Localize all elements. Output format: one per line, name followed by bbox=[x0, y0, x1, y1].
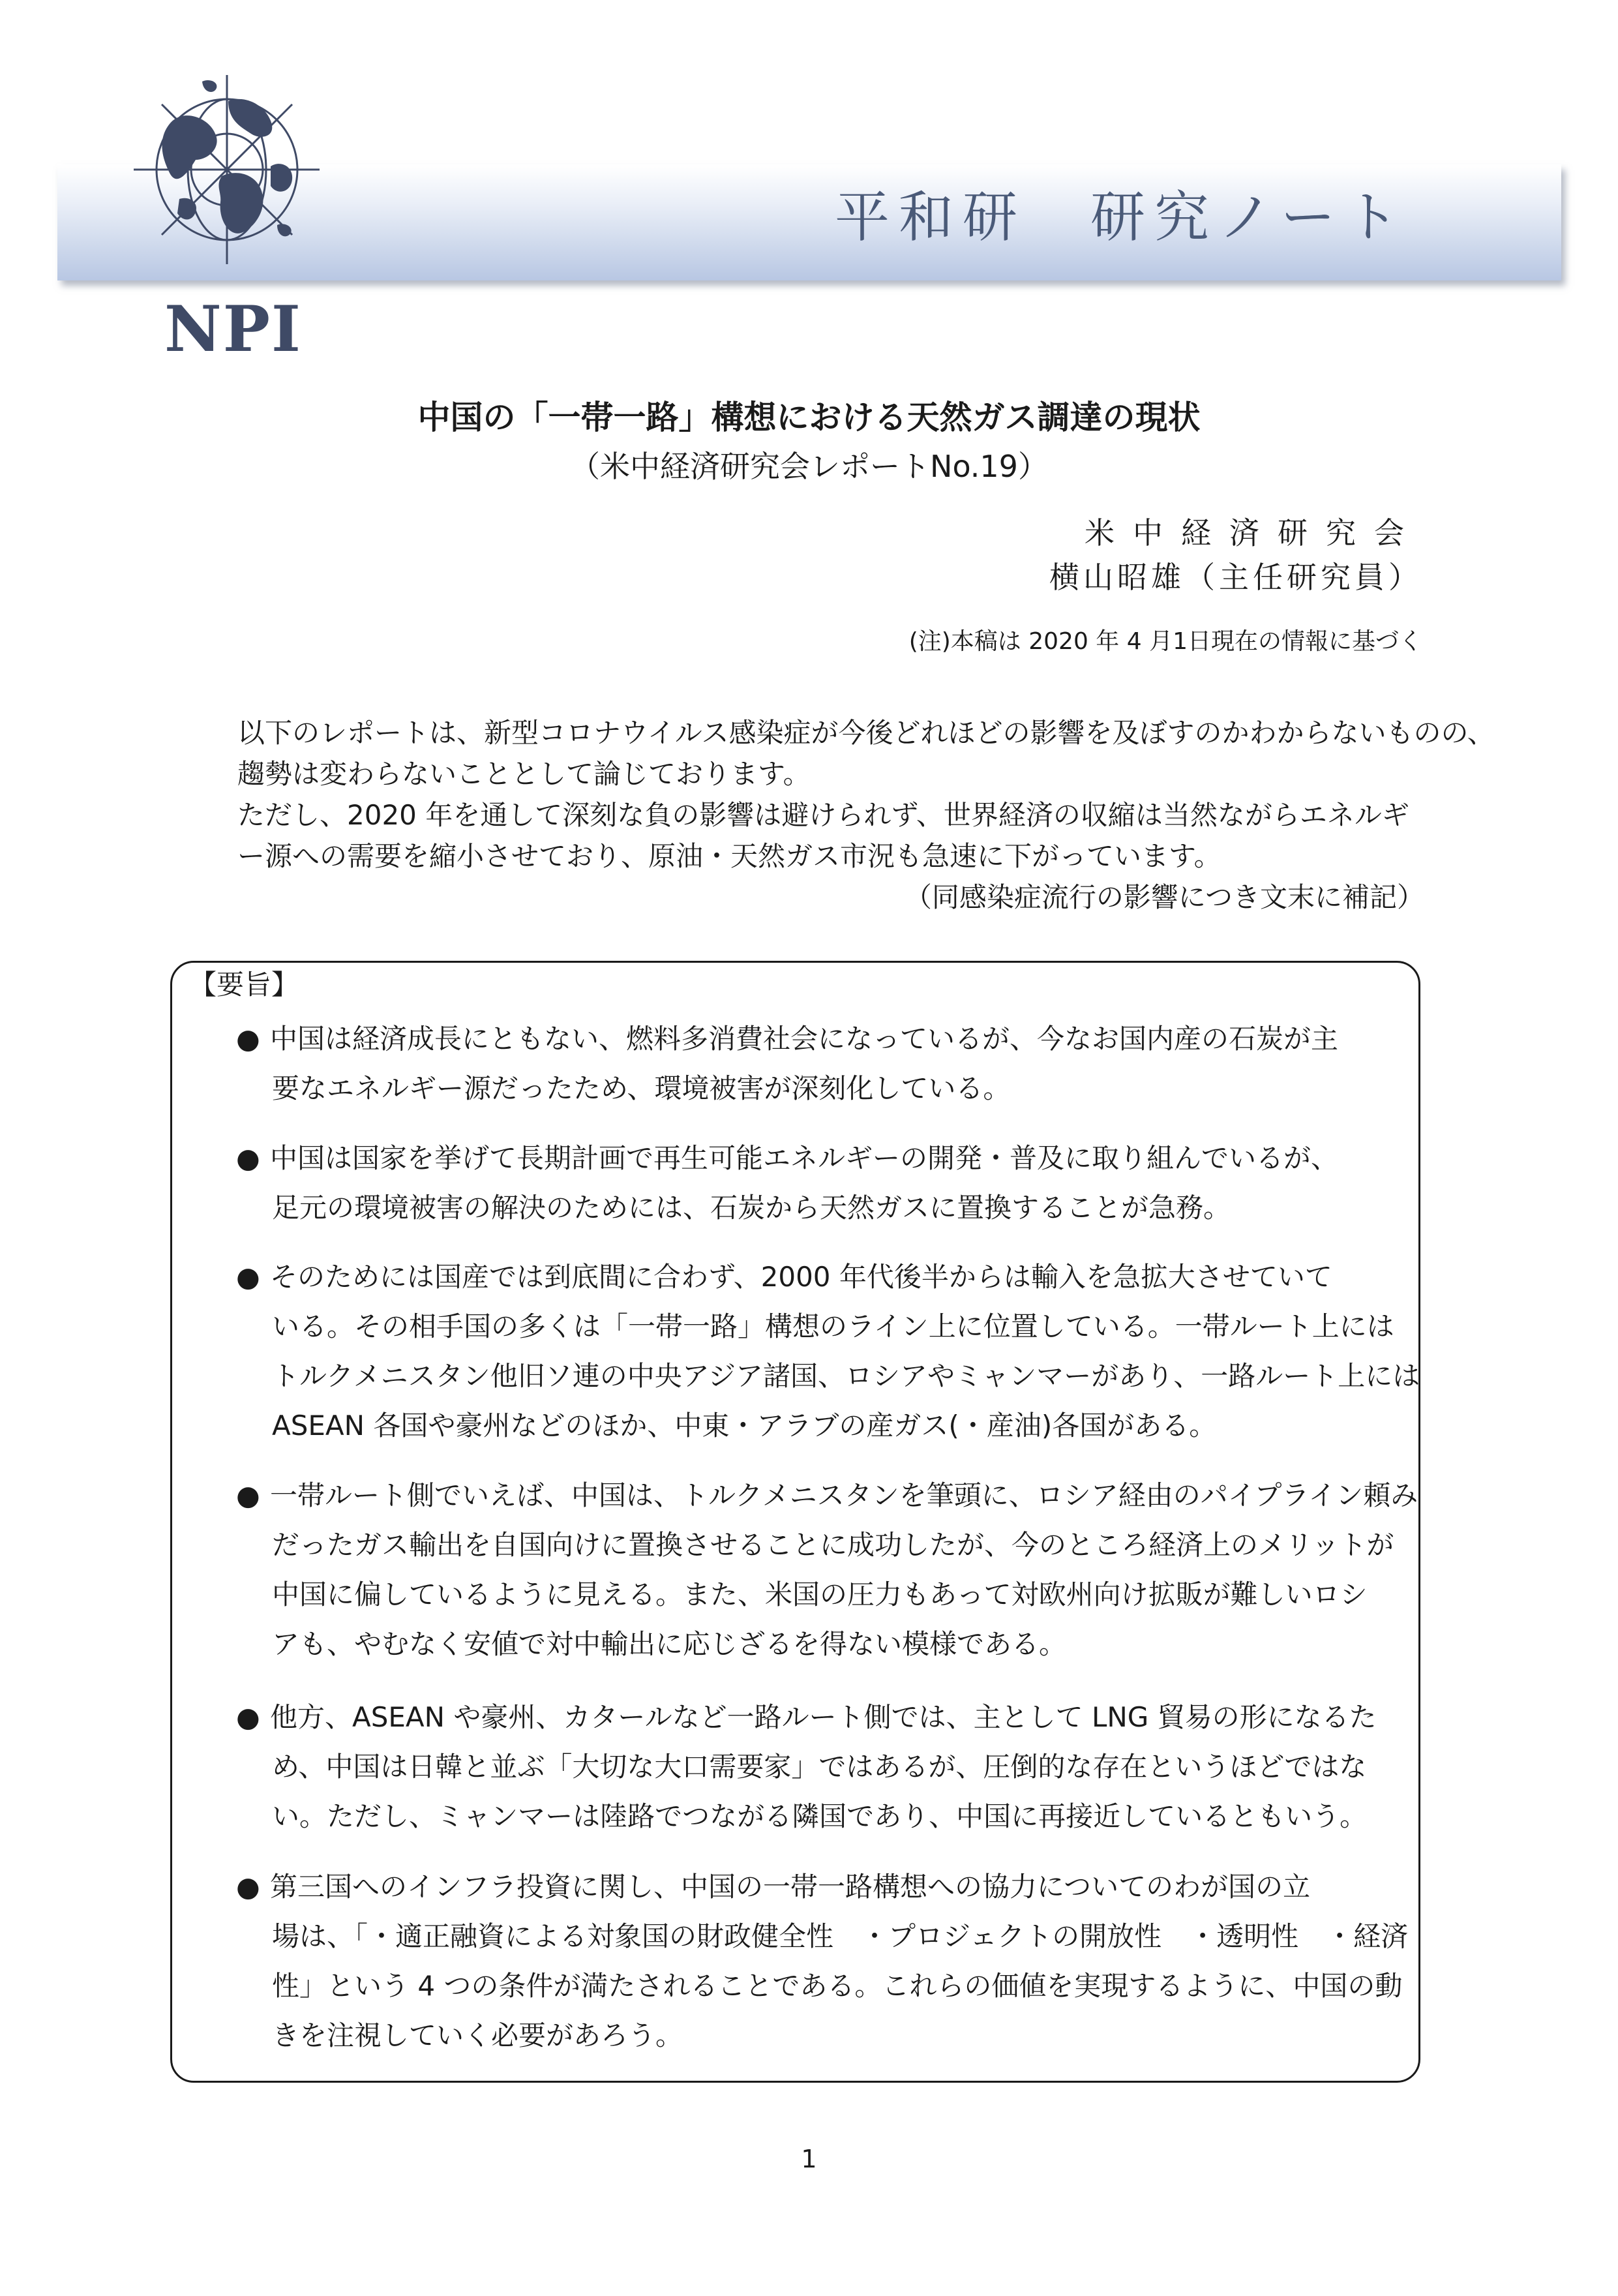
bullet-line: トルクメニスタン他旧ソ連の中央アジア諸国、ロシアやミャンマーがあり、一路ルート上には bbox=[272, 1360, 1420, 1392]
bullet-line bbox=[236, 1693, 1410, 1742]
summary-bullet bbox=[236, 1134, 1410, 1233]
globe-map-icon bbox=[130, 62, 320, 277]
bullet-text: 他方、ASEAN や豪州、カタールなど一路ルート側では、主として LNG 貿易の形になるた bbox=[270, 1701, 1377, 1733]
bullet-line bbox=[236, 1471, 1418, 1520]
bullet-mark: ● bbox=[236, 1701, 260, 1733]
header-title: 平和研 研究ノート bbox=[835, 185, 1409, 249]
intro-line: ただし、2020 年を通して深刻な負の影響は避けられず、世界経済の収縮は当然ながらエネルギ bbox=[237, 799, 1409, 831]
bullet-line: アも、やむなく安値で対中輸出に応じざるを得ない模様である。 bbox=[272, 1628, 1067, 1660]
intro-line: ー源への需要を縮小させており、原油・天然ガス市況も急速に下がっています。 bbox=[237, 840, 1221, 872]
summary-bullet bbox=[236, 1471, 1418, 1669]
bullet-mark: ● bbox=[236, 1479, 260, 1511]
summary-bullet bbox=[236, 1862, 1410, 2061]
bullet-mark: ● bbox=[236, 1871, 260, 1903]
intro-paragraph bbox=[237, 712, 1495, 918]
document-subtitle: （米中経済研究会レポートNo.19） bbox=[570, 449, 1048, 484]
author-organization: 米中経済研究会 bbox=[1085, 515, 1422, 551]
intro-closing: （同感染症流行の影響につき文末に補記） bbox=[904, 881, 1424, 913]
bullet-text: 第三国へのインフラ投資に関し、中国の一帯一路構想への協力についてのわが国の立 bbox=[270, 1871, 1311, 1903]
bullet-mark: ● bbox=[236, 1023, 260, 1055]
bullet-line: きを注視していく必要があろう。 bbox=[272, 2019, 683, 2051]
author-name: 横山昭雄（主任研究員） bbox=[1049, 560, 1422, 595]
summary-bullet bbox=[236, 1014, 1410, 1113]
summary-heading: 【要旨】 bbox=[189, 969, 299, 1001]
bullet-line: め、中国は日韓と並ぶ「大切な大口需要家」ではあるが、圧倒的な存在というほどではな bbox=[272, 1751, 1367, 1783]
bullet-text: 中国は国家を挙げて長期計画で再生可能エネルギーの開発・普及に取り組んでいるが、 bbox=[270, 1142, 1339, 1174]
summary-bullet bbox=[236, 1252, 1420, 1451]
bullet-line bbox=[236, 1134, 1410, 1183]
bullet-line: ASEAN 各国や豪州などのほか、中東・アラブの産ガス(・産油)各国がある。 bbox=[272, 1410, 1217, 1442]
bullet-line bbox=[236, 1014, 1410, 1064]
summary-bullet bbox=[236, 1693, 1410, 1841]
bullet-line: 足元の環境被害の解決のためには、石炭から天然ガスに置換することが急務。 bbox=[272, 1192, 1231, 1224]
intro-line: 以下のレポートは、新型コロナウイルス感染症が今後どれほどの影響を及ぼすのかわからないものの、 bbox=[237, 717, 1495, 749]
bullet-line: 中国に偏しているように見える。また、米国の圧力もあって対欧州向け拡販が難しいロシ bbox=[272, 1578, 1368, 1610]
bullet-line: 性」という 4 つの条件が満たされることである。これらの価値を実現するように、中国の動 bbox=[272, 1970, 1403, 2002]
bullet-line: 要なエネルギー源だったため、環境被害が深刻化している。 bbox=[272, 1072, 1011, 1104]
document-title: 中国の「一帯一路」構想における天然ガス調達の現状 bbox=[417, 399, 1201, 436]
bullet-line bbox=[236, 1862, 1410, 1912]
bullet-line: だったガス輸出を自国向けに置換させることに成功したが、今のところ経済上のメリットが bbox=[272, 1529, 1394, 1561]
bullet-line bbox=[236, 1252, 1410, 1302]
bullet-text: そのためには国産では到底間に合わず、2000 年代後半からは輸入を急拡大させていて bbox=[270, 1261, 1332, 1293]
bullet-text: 一帯ルート側でいえば、中国は、トルクメニスタンを筆頭に、ロシア経由のパイプライン頼み bbox=[270, 1479, 1418, 1511]
logo-text: NPI bbox=[164, 292, 302, 366]
intro-line: 趨勢は変わらないこととして論じております。 bbox=[237, 758, 811, 790]
bullet-mark: ● bbox=[236, 1261, 260, 1293]
page-number: 1 bbox=[801, 2145, 817, 2173]
bullet-text: 中国は経済成長にともない、燃料多消費社会になっているが、今なお国内産の石炭が主 bbox=[270, 1023, 1339, 1055]
bullet-line: いる。その相手国の多くは「一帯一路」構想のライン上に位置している。一帯ルート上には bbox=[272, 1310, 1394, 1342]
date-note: (注)本稿は 2020 年 4 月1日現在の情報に基づく bbox=[908, 628, 1422, 655]
bullet-mark: ● bbox=[236, 1142, 260, 1174]
bullet-line: 場は、「・適正融資による対象国の財政健全性 ・プロジェクトの開放性 ・透明性 ・経済 bbox=[272, 1920, 1409, 1952]
bullet-line: い。ただし、ミャンマーは陸路でつながる隣国であり、中国に再接近しているともいう。 bbox=[272, 1800, 1368, 1832]
